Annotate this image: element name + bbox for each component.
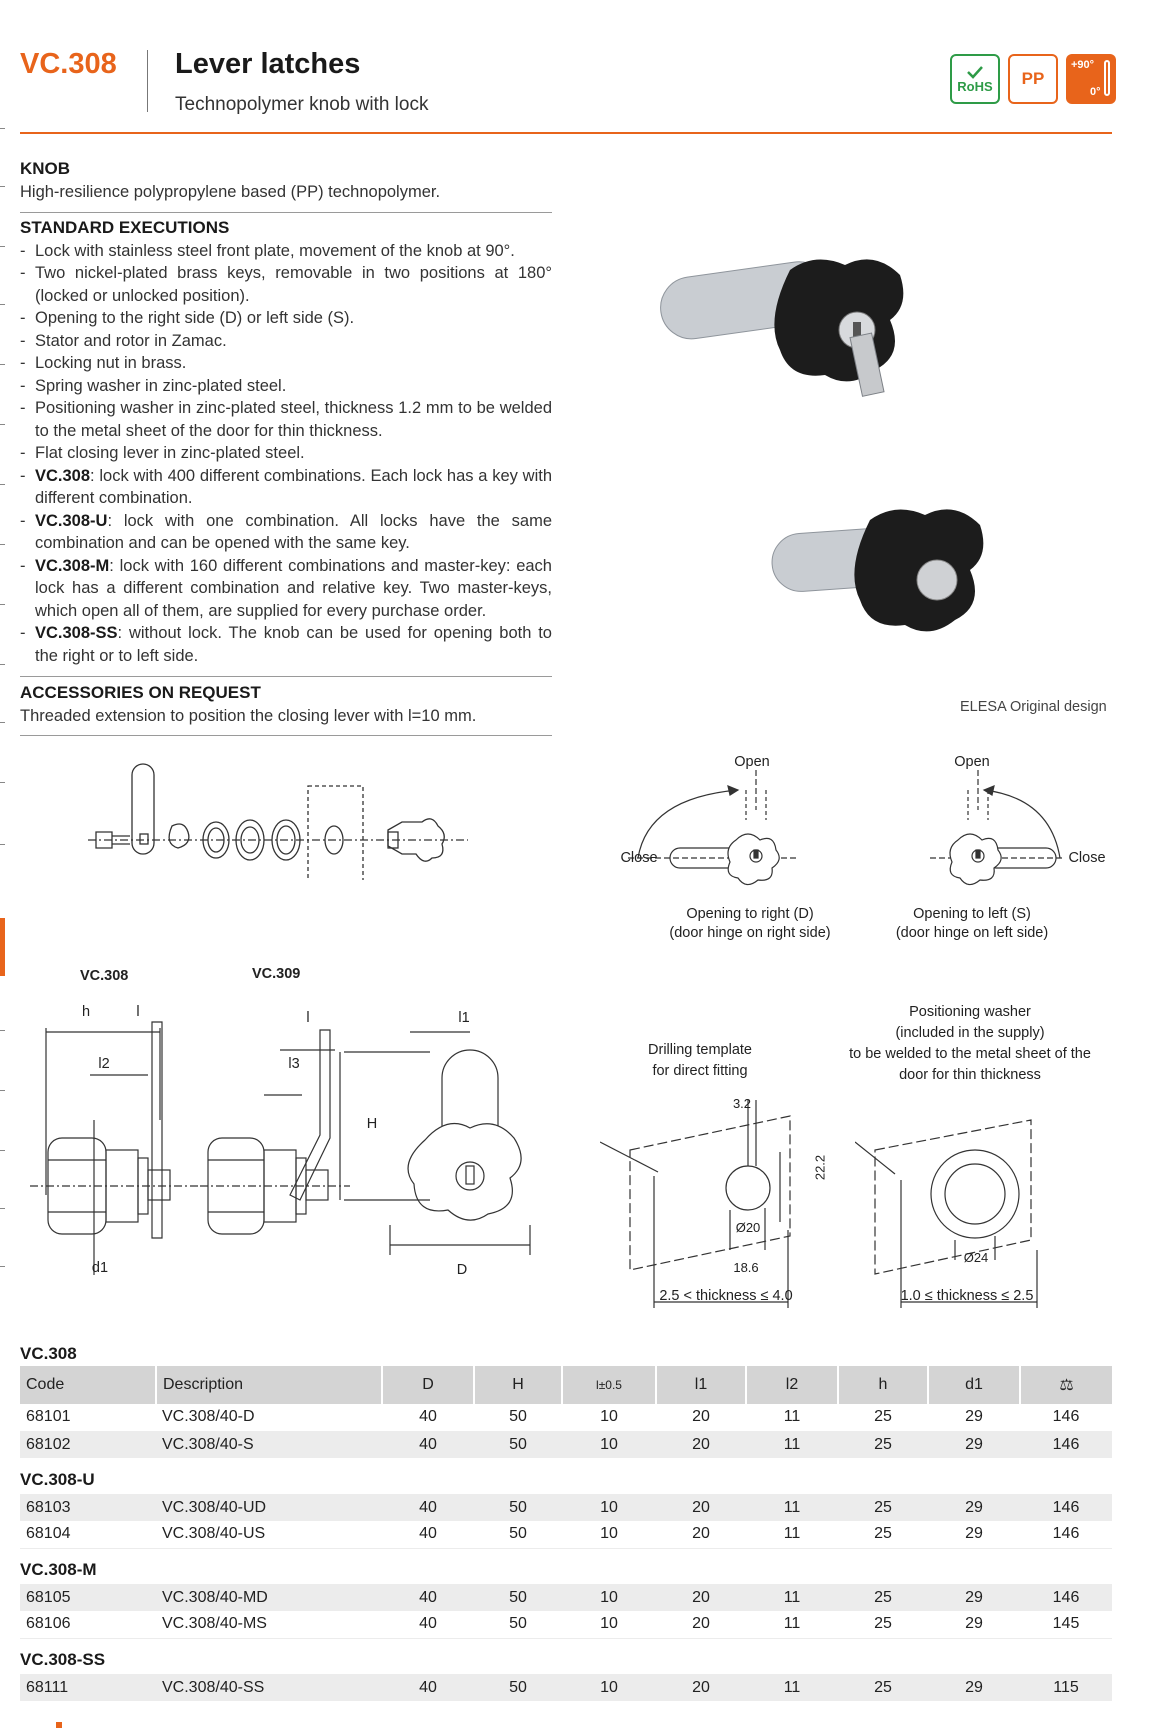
- pp-badge: [1008, 54, 1058, 104]
- cell: 10: [562, 1611, 656, 1638]
- cell: 25: [838, 1584, 928, 1611]
- rohs-label: RoHS: [957, 78, 993, 94]
- drill-diameter: Ø20: [735, 1220, 761, 1235]
- rohs-badge: [950, 54, 1000, 104]
- drilling-template-drawing: [600, 1090, 820, 1310]
- cell: 68102: [20, 1431, 156, 1458]
- cell: 68111: [20, 1674, 156, 1701]
- product-code: VC.308: [20, 48, 117, 80]
- cell: 10: [562, 1521, 656, 1548]
- cell: VC.308/40-D: [156, 1404, 382, 1431]
- cell: 50: [474, 1404, 562, 1431]
- list-item: - Stator and rotor in Zamac.: [20, 330, 552, 353]
- cell: 11: [746, 1494, 838, 1521]
- list-item: - Locking nut in brass.: [20, 352, 552, 375]
- accessories-text: Threaded extension to position the closing lever with l=10 mm.: [20, 706, 477, 725]
- cell: 68106: [20, 1611, 156, 1638]
- close-label-right: Close: [620, 850, 658, 866]
- cell: 11: [746, 1404, 838, 1431]
- cell: 50: [474, 1674, 562, 1701]
- right-caption-2: (door hinge on right side): [669, 925, 831, 941]
- spec-table: [20, 1494, 1112, 1549]
- variant-text: : without lock. The knob can be used for opening both to the right or to left side.: [35, 624, 552, 665]
- cell: 20: [656, 1521, 746, 1548]
- variant-text: : lock with 400 different combinations. Each lock has a key with different combination.: [35, 466, 552, 507]
- variant-code: VC.308-SS: [35, 624, 118, 642]
- variant-item: [20, 622, 552, 667]
- variant-item: [20, 555, 552, 623]
- cell: 29: [928, 1494, 1020, 1521]
- col-description: Description: [156, 1366, 382, 1404]
- list-item: - Flat closing lever in zinc-plated steel.: [20, 442, 552, 465]
- cell: 29: [928, 1611, 1020, 1638]
- variant-code: VC.308: [35, 466, 91, 485]
- table-row: [20, 1521, 1112, 1548]
- washer-caption-2: (included in the supply): [895, 1025, 1045, 1041]
- thermometer-icon: [1104, 60, 1110, 96]
- list-item: - Opening to the right side (D) or left side (S).: [20, 307, 552, 330]
- cell: 11: [746, 1431, 838, 1458]
- cell: 50: [474, 1584, 562, 1611]
- variant-text: : lock with one combination. All locks have the same combination and can be opened with the same key.: [35, 511, 552, 552]
- table-row: [20, 1404, 1112, 1431]
- accessories-section: [20, 682, 552, 727]
- cell: 29: [928, 1584, 1020, 1611]
- cell: 10: [562, 1584, 656, 1611]
- knob-section: [20, 158, 552, 203]
- dim-l3: l3: [288, 1056, 300, 1072]
- cell: 25: [838, 1611, 928, 1638]
- close-label-left: Close: [1068, 850, 1106, 866]
- cell: 50: [474, 1521, 562, 1548]
- group-heading: VC.308: [20, 1344, 77, 1363]
- cell: 10: [562, 1494, 656, 1521]
- group-heading: VC.308-SS: [20, 1650, 106, 1669]
- drill-caption-1: Drilling template: [648, 1042, 752, 1058]
- variant-code: VC.308-U: [35, 511, 108, 530]
- col-l: l±0.5: [562, 1366, 656, 1404]
- cell: 29: [928, 1521, 1020, 1548]
- cell: 25: [838, 1674, 928, 1701]
- cell: VC.308/40-S: [156, 1431, 382, 1458]
- col-H: H: [474, 1366, 562, 1404]
- checkmark-icon: [965, 65, 985, 79]
- cell: 20: [656, 1674, 746, 1701]
- table-row: [20, 1674, 1112, 1701]
- variant-text: : lock with 160 different combinations and master-key: each lock has a different combination and relative key. Two master-keys, which open all of them, are supplied for every purchase order.: [35, 556, 552, 620]
- cell: 68105: [20, 1584, 156, 1611]
- cell: 29: [928, 1431, 1020, 1458]
- cell: 20: [656, 1611, 746, 1638]
- col-h: h: [838, 1366, 928, 1404]
- spec-table: [20, 1584, 1112, 1639]
- cell: 11: [746, 1674, 838, 1701]
- spec-table: [20, 1366, 1112, 1458]
- left-caption-1: Opening to left (S): [913, 906, 1031, 922]
- dim-h: h: [81, 1004, 91, 1020]
- opening-left-diagram: [890, 770, 1090, 900]
- cell: 50: [474, 1494, 562, 1521]
- col-l1: l1: [656, 1366, 746, 1404]
- knob-heading: KNOB: [20, 159, 71, 178]
- list-item: - Two nickel-plated brass keys, removable in two positions at 180° (locked or unlocked position).: [20, 262, 552, 307]
- standard-heading: STANDARD EXECUTIONS: [20, 218, 230, 237]
- dim-l: l: [136, 1004, 140, 1020]
- temperature-badge: [1066, 54, 1116, 104]
- cell: 40: [382, 1494, 474, 1521]
- dim-d1: d1: [91, 1260, 109, 1276]
- cell: 50: [474, 1611, 562, 1638]
- page-title: Lever latches: [175, 48, 361, 80]
- washer-caption-4: door for thin thickness: [899, 1067, 1041, 1083]
- drawing-title-vc308: VC.308: [80, 968, 129, 984]
- cell: VC.308/40-SS: [156, 1674, 382, 1701]
- cell: 68101: [20, 1404, 156, 1431]
- dim-H: H: [366, 1116, 378, 1132]
- open-label-right: Open: [734, 754, 770, 770]
- cell: 40: [382, 1431, 474, 1458]
- standard-section: [20, 217, 552, 667]
- dim-D: D: [456, 1262, 468, 1278]
- product-photo-with-key: [640, 230, 940, 440]
- cell: 11: [746, 1584, 838, 1611]
- pp-label: PP: [1021, 69, 1045, 88]
- header-rule: [20, 132, 1112, 134]
- drill-thickness: 2.5 < thickness ≤ 4.0: [659, 1288, 793, 1304]
- cell: 68104: [20, 1521, 156, 1548]
- cell: 10: [562, 1404, 656, 1431]
- cell: 40: [382, 1404, 474, 1431]
- divider: [20, 212, 552, 213]
- cell: VC.308/40-MD: [156, 1584, 382, 1611]
- cell: 10: [562, 1674, 656, 1701]
- cell: 11: [746, 1611, 838, 1638]
- page-marker: [56, 1722, 62, 1728]
- cell: 40: [382, 1521, 474, 1548]
- design-credit: ELESA Original design: [960, 699, 1107, 715]
- drill-width: 3.2: [732, 1096, 752, 1111]
- group-heading: VC.308-M: [20, 1560, 97, 1579]
- col-l2: l2: [746, 1366, 838, 1404]
- col-D: D: [382, 1366, 474, 1404]
- washer-diameter: Ø24: [963, 1250, 989, 1265]
- cell: 25: [838, 1494, 928, 1521]
- cell: 40: [382, 1674, 474, 1701]
- table-row: [20, 1584, 1112, 1611]
- product-photo-without-key: [760, 480, 1060, 680]
- washer-caption-3: to be welded to the metal sheet of the: [849, 1046, 1091, 1062]
- spec-table: [20, 1674, 1112, 1701]
- cell: 146: [1020, 1521, 1112, 1548]
- list-item: - Positioning washer in zinc-plated steel, thickness 1.2 mm to be welded to the metal sheet of the door for thin thickness.: [20, 397, 552, 442]
- cell: 20: [656, 1584, 746, 1611]
- variant-item: [20, 510, 552, 555]
- washer-caption-1: Positioning washer: [909, 1004, 1031, 1020]
- cell: 146: [1020, 1494, 1112, 1521]
- drawing-title-vc309: VC.309: [252, 966, 301, 982]
- left-caption-2: (door hinge on left side): [895, 925, 1049, 941]
- cell: 146: [1020, 1404, 1112, 1431]
- positioning-washer-drawing: [855, 1110, 1055, 1310]
- cell: 20: [656, 1404, 746, 1431]
- dim-l1: l1: [458, 1010, 470, 1026]
- cell: 29: [928, 1674, 1020, 1701]
- col-d1: d1: [928, 1366, 1020, 1404]
- variant-code: VC.308-M: [35, 556, 110, 575]
- cell: VC.308/40-US: [156, 1521, 382, 1548]
- certification-badges: [950, 54, 1116, 104]
- cell: 115: [1020, 1674, 1112, 1701]
- standard-list: [20, 240, 552, 668]
- divider: [20, 735, 552, 736]
- cell: 29: [928, 1404, 1020, 1431]
- cell: 11: [746, 1521, 838, 1548]
- temp-low-label: 0°: [1090, 86, 1101, 98]
- cell: 50: [474, 1431, 562, 1458]
- cell: VC.308/40-MS: [156, 1611, 382, 1638]
- weight-icon: ⚖: [1020, 1366, 1112, 1404]
- cell: 20: [656, 1494, 746, 1521]
- cell: 25: [838, 1431, 928, 1458]
- cell: 25: [838, 1521, 928, 1548]
- table-row: [20, 1611, 1112, 1638]
- margin-ticks: [0, 128, 6, 1278]
- right-caption-1: Opening to right (D): [686, 906, 814, 922]
- technical-drawing: [30, 1000, 550, 1290]
- cell: 40: [382, 1611, 474, 1638]
- dim-l2: l2: [98, 1056, 110, 1072]
- cell: VC.308/40-UD: [156, 1494, 382, 1521]
- accessories-heading: ACCESSORIES ON REQUEST: [20, 683, 261, 702]
- cell: 40: [382, 1584, 474, 1611]
- group-heading: VC.308-U: [20, 1470, 95, 1489]
- cell: 68103: [20, 1494, 156, 1521]
- cell: 20: [656, 1431, 746, 1458]
- dim-l-vc309: l: [306, 1010, 310, 1026]
- drill-height: 22.2: [812, 1154, 828, 1181]
- washer-thickness: 1.0 ≤ thickness ≤ 2.5: [900, 1288, 1034, 1304]
- cell: 146: [1020, 1431, 1112, 1458]
- page-subtitle: Technopolymer knob with lock: [175, 94, 429, 115]
- open-label-left: Open: [954, 754, 990, 770]
- table-row: [20, 1431, 1112, 1458]
- drill-flat: 18.6: [733, 1260, 759, 1275]
- cell: 146: [1020, 1584, 1112, 1611]
- exploded-view-diagram: [88, 760, 468, 880]
- temp-high-label: +90°: [1071, 59, 1095, 71]
- list-item: - Spring washer in zinc-plated steel.: [20, 375, 552, 398]
- col-code: Code: [20, 1366, 156, 1404]
- knob-text: High-resilience polypropylene based (PP) technopolymer.: [20, 182, 441, 201]
- section-marker: [0, 918, 5, 976]
- header-divider: [147, 50, 148, 112]
- table-header-row: [20, 1366, 1112, 1404]
- opening-right-diagram: [618, 770, 818, 900]
- cell: 25: [838, 1404, 928, 1431]
- table-row: [20, 1494, 1112, 1521]
- drill-caption-2: for direct fitting: [652, 1063, 748, 1079]
- list-item: - Lock with stainless steel front plate, movement of the knob at 90°.: [20, 240, 552, 263]
- cell: 145: [1020, 1611, 1112, 1638]
- cell: 10: [562, 1431, 656, 1458]
- variant-item: [20, 465, 552, 510]
- divider: [20, 676, 552, 677]
